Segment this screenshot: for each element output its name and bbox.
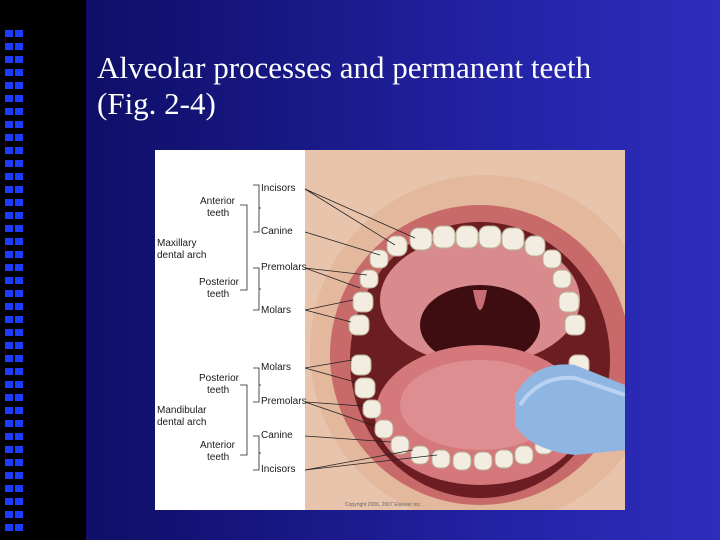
label-mandibular: Mandibular — [157, 405, 207, 416]
label-anterior-teeth-upper-2: teeth — [207, 208, 230, 219]
label-incisors-lower: Incisors — [261, 464, 296, 475]
decor-squares-column-2 — [15, 30, 23, 535]
label-mandibular-2: dental arch — [157, 417, 207, 428]
decor-squares-column-1 — [5, 30, 13, 535]
label-canine-upper: Canine — [261, 226, 293, 237]
label-posterior-teeth-upper: Posterior — [199, 277, 240, 288]
label-premolars-upper: Premolars — [261, 262, 307, 273]
slide-title-line-2: (Fig. 2-4) — [97, 86, 216, 121]
label-anterior-teeth-upper: Anterior — [200, 196, 236, 207]
label-posterior-teeth-lower-2: teeth — [207, 385, 230, 396]
label-molars-upper: Molars — [261, 305, 292, 316]
label-premolars-lower: Premolars — [261, 396, 307, 407]
label-maxillary: Maxillary — [157, 238, 197, 249]
slide-title — [97, 50, 697, 122]
dental-anatomy-figure — [155, 150, 625, 510]
figure-copyright: Copyright 2006, 2007 Elsevier Inc. — [345, 502, 422, 508]
label-posterior-teeth-lower: Posterior — [199, 373, 240, 384]
label-incisors-upper: Incisors — [261, 183, 296, 194]
label-maxillary-2: dental arch — [157, 250, 207, 261]
label-molars-lower: Molars — [261, 362, 292, 373]
label-posterior-teeth-upper-2: teeth — [207, 289, 230, 300]
label-anterior-teeth-lower: Anterior — [200, 440, 236, 451]
label-anterior-teeth-lower-2: teeth — [207, 452, 230, 463]
slide-title-line-1: Alveolar processes and permanent teeth — [97, 50, 592, 85]
label-canine-lower: Canine — [261, 430, 293, 441]
